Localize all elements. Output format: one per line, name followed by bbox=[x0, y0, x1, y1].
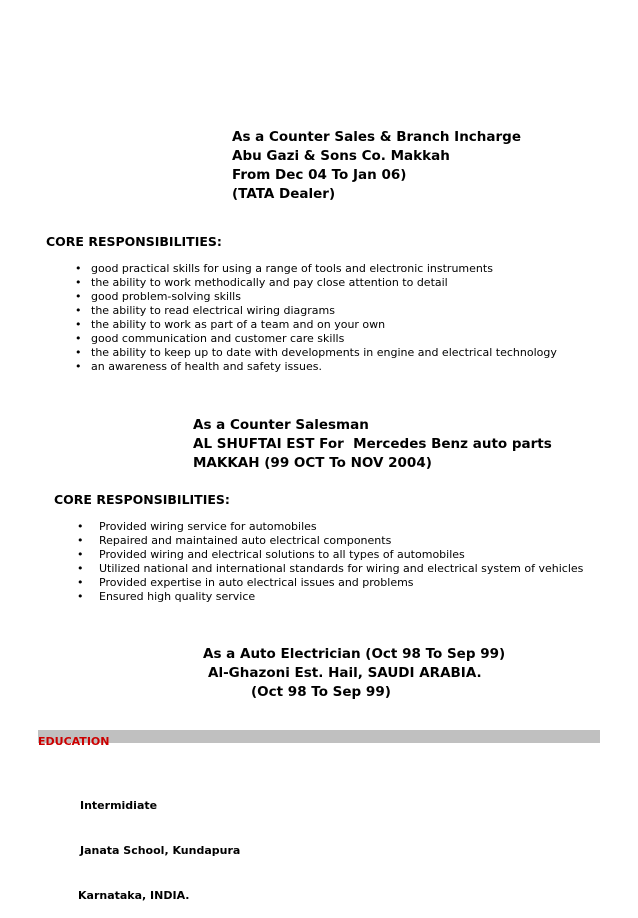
core-responsibilities-heading: CORE RESPONSIBILITIES: bbox=[46, 234, 222, 249]
list-item: • Ensured high quality service bbox=[77, 590, 583, 604]
job-block-counter-sales-branch bbox=[232, 128, 521, 204]
list-item: • the ability to work methodically and pay close attention to detail bbox=[75, 276, 557, 290]
education-section-bar bbox=[38, 730, 600, 748]
education-school: Janata School, Kundapura bbox=[80, 844, 241, 857]
core-responsibilities-heading: CORE RESPONSIBILITIES: bbox=[54, 492, 230, 507]
job-title: As a Counter Sales & Branch Incharge bbox=[232, 129, 522, 145]
education-details bbox=[78, 768, 240, 918]
list-item: • Repaired and maintained auto electrical components bbox=[77, 534, 583, 548]
education-heading: EDUCATION bbox=[38, 735, 110, 748]
list-item: • good problem-solving skills bbox=[75, 290, 557, 304]
list-item: • an awareness of health and safety issues. bbox=[75, 360, 557, 374]
list-item: • Utilized national and international standards for wiring and electrical system of vehicles bbox=[77, 562, 583, 576]
list-item: • good communication and customer care skills bbox=[75, 332, 557, 346]
job-block-counter-salesman bbox=[193, 416, 552, 473]
job-title: As a Auto Electrician (Oct 98 To Sep 99) bbox=[203, 646, 506, 662]
list-item: • the ability to work as part of a team and on your own bbox=[75, 318, 557, 332]
education-location: Karnataka, INDIA. bbox=[78, 889, 190, 902]
job-dates: (Oct 98 To Sep 99) bbox=[251, 684, 391, 700]
job-employer: Al-Ghazoni Est. Hail, SAUDI ARABIA. bbox=[208, 665, 482, 681]
job-employer: AL SHUFTAI EST For Mercedes Benz auto parts bbox=[193, 436, 552, 452]
responsibility-list bbox=[75, 262, 557, 374]
list-item: • Provided wiring service for automobiles bbox=[77, 520, 583, 534]
list-item: • the ability to read electrical wiring diagrams bbox=[75, 304, 557, 318]
job-note: (TATA Dealer) bbox=[232, 186, 336, 202]
job-dates: From Dec 04 To Jan 06) bbox=[232, 167, 407, 183]
list-item: • Provided wiring and electrical solutions to all types of automobiles bbox=[77, 548, 583, 562]
job-block-auto-electrician bbox=[203, 645, 505, 702]
education-level: Intermidiate bbox=[80, 799, 158, 812]
list-item: • good practical skills for using a range of tools and electronic instruments bbox=[75, 262, 557, 276]
responsibility-list bbox=[77, 520, 583, 604]
job-title: As a Counter Salesman bbox=[193, 417, 369, 433]
job-dates: MAKKAH (99 OCT To NOV 2004) bbox=[193, 455, 432, 471]
list-item: • the ability to keep up to date with developments in engine and electrical technology bbox=[75, 346, 557, 360]
job-employer: Abu Gazi & Sons Co. Makkah bbox=[232, 148, 450, 164]
list-item: • Provided expertise in auto electrical issues and problems bbox=[77, 576, 583, 590]
